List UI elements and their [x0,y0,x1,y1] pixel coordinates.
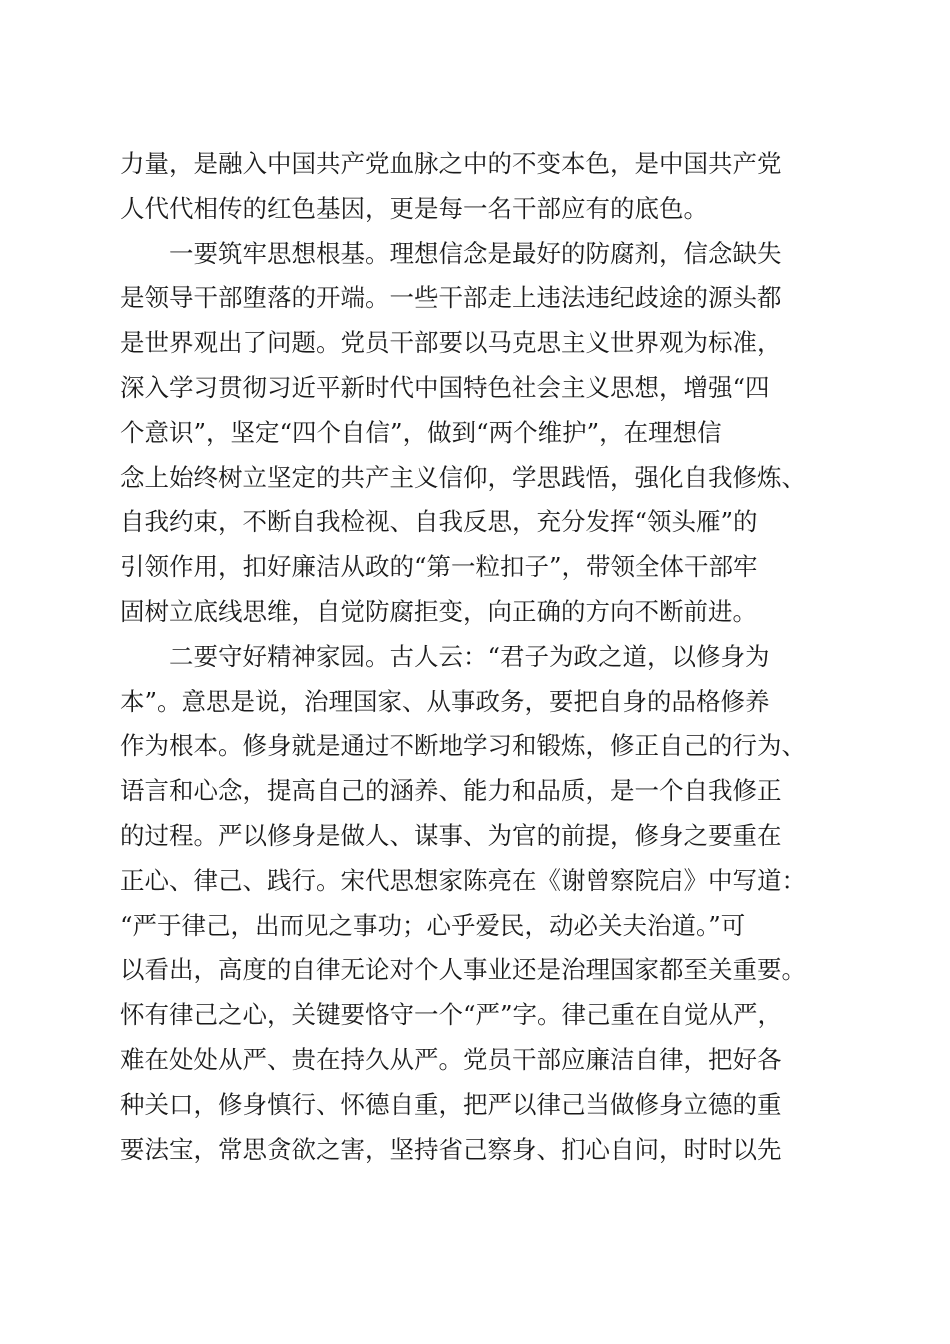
text-line: 正心、律己、践行。宋代思想家陈亮在《谢曾察院启》中写道： [120,865,806,895]
text-line: 个意识”，坚定“四个自信”，做到“两个维护”，在理想信 [120,417,722,447]
paragraph-start-line: 二要守好精神家园。古人云：“君子为政之道，以修身为 [169,641,770,671]
text-line: 本”。意思是说，治理国家、从事政务，要把自身的品格修养 [120,686,770,716]
text-line: 要法宝，常思贪欲之害，坚持省己察身、扪心自问，时时以先 [120,1134,782,1164]
text-line: 怀有律己之心，关键要恪守一个“严”字。律己重在自觉从严， [120,1000,783,1030]
text-line: 念上始终树立坚定的共产主义信仰，学思践悟，强化自我修炼、 [120,462,806,492]
text-line: 人代代相传的红色基因，更是每一名干部应有的底色。 [120,193,708,223]
text-line: 是领导干部堕落的开端。一些干部走上违法违纪歧途的源头都 [120,283,782,313]
text-line: 难在处处从严、贵在持久从严。党员干部应廉洁自律，把好各 [120,1044,782,1074]
text-line: “严于律己，出而见之事功；心乎爱民，动必关夫治道。”可 [120,910,746,940]
paragraph-start-line: 一要筑牢思想根基。理想信念是最好的防腐剂，信念缺失 [169,238,782,268]
text-line: 以看出，高度的自律无论对个人事业还是治理国家都至关重要。 [120,955,806,985]
text-line: 力量，是融入中国共产党血脉之中的不变本色，是中国共产党 [120,149,782,178]
text-line: 作为根本。修身就是通过不断地学习和锻炼，修正自己的行为、 [120,731,806,761]
body-text [120,142,840,1172]
text-line: 引领作用，扣好廉洁从政的“第一粒扣子”，带领全体干部牢 [120,552,758,582]
text-line: 固树立底线思维，自觉防腐拒变，向正确的方向不断前进。 [120,596,757,626]
text-line: 自我约束，不断自我检视、自我反思，充分发挥“领头雁”的 [120,507,758,537]
text-line: 深入学习贯彻习近平新时代中国特色社会主义思想，增强“四 [120,372,770,402]
text-line: 语言和心念，提高自己的涵养、能力和品质，是一个自我修正 [120,776,782,806]
text-line: 的过程。严以修身是做人、谋事、为官的前提，修身之要重在 [120,820,782,850]
text-line: 种关口，修身慎行、怀德自重，把严以律己当做修身立德的重 [120,1089,782,1119]
text-line: 是世界观出了问题。党员干部要以马克思主义世界观为标准， [120,328,782,358]
